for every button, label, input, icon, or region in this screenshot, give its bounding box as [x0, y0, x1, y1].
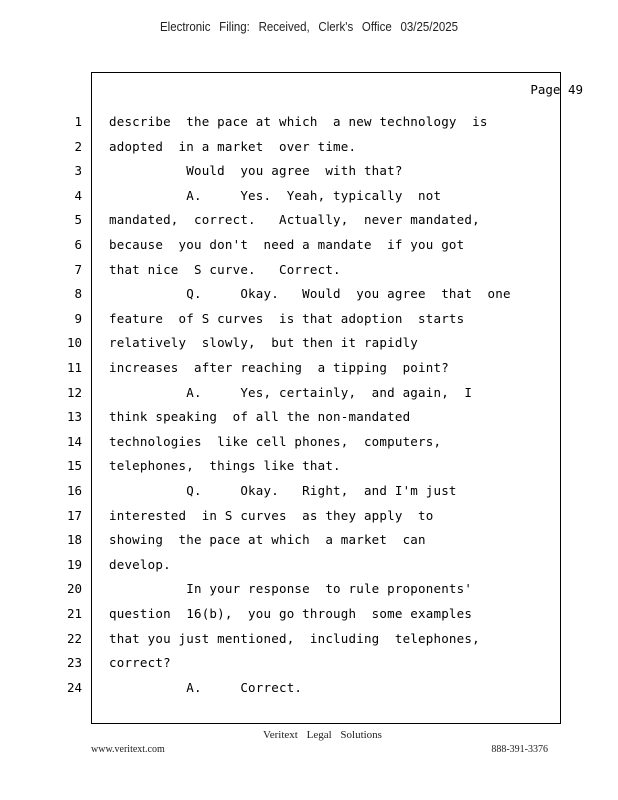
transcript-line: A. Correct.: [109, 680, 303, 695]
filing-stamp-header: Electronic Filing: Received, Clerk's Office 03/25/2025: [159, 20, 459, 34]
transcript-line: develop.: [109, 557, 171, 572]
transcript-line: mandated, correct. Actually, never mandated,: [109, 212, 480, 227]
line-number: 4: [74, 188, 82, 203]
transcript-line: that nice S curve. Correct.: [109, 262, 341, 277]
transcript-line: A. Yes. Yeah, typically not: [109, 188, 442, 203]
line-number: 6: [74, 237, 82, 252]
line-number: 19: [66, 557, 82, 572]
transcript-line: question 16(b), you go through some examples: [109, 606, 473, 621]
line-number: 5: [74, 212, 82, 227]
transcript-line: interested in S curves as they apply to: [109, 508, 434, 523]
line-number: 20: [66, 581, 82, 596]
line-number: 3: [74, 163, 82, 178]
line-number: 12: [66, 385, 82, 400]
line-number: 18: [66, 532, 82, 547]
transcript-line: increases after reaching a tipping point?: [109, 360, 449, 375]
line-number: 24: [66, 680, 82, 695]
line-number: 15: [66, 458, 82, 473]
line-number: 8: [74, 286, 82, 301]
transcript-line: that you just mentioned, including telephones,: [109, 631, 480, 646]
line-number: 22: [66, 631, 82, 646]
transcript-line: In your response to rule proponents': [109, 581, 473, 596]
line-number: 11: [66, 360, 82, 375]
transcript-line: describe the pace at which a new technology is: [109, 114, 488, 129]
transcript-line: telephones, things like that.: [109, 458, 341, 473]
transcript-line: relatively slowly, but then it rapidly: [109, 335, 419, 350]
line-number: 16: [66, 483, 82, 498]
transcript-line: showing the pace at which a market can: [109, 532, 426, 547]
line-number: 2: [74, 139, 82, 154]
line-number: 14: [66, 434, 82, 449]
transcript-line: because you don't need a mandate if you got: [109, 237, 465, 252]
transcript-line: Would you agree with that?: [109, 163, 403, 178]
transcript-line: feature of S curves is that adoption starts: [109, 311, 465, 326]
line-number: 9: [74, 311, 82, 326]
transcript-line: technologies like cell phones, computers,: [109, 434, 442, 449]
transcript-line: Q. Okay. Would you agree that one: [109, 286, 511, 301]
line-number: 1: [74, 114, 82, 129]
transcript-line: A. Yes, certainly, and again, I: [109, 385, 473, 400]
line-number: 17: [66, 508, 82, 523]
transcript-line: correct?: [109, 655, 171, 670]
footer-website: www.veritext.com: [91, 744, 165, 755]
transcript-line: adopted in a market over time.: [109, 139, 357, 154]
line-number: 13: [66, 409, 82, 424]
footer-phone: 888-391-3376: [491, 744, 548, 755]
line-number: 21: [66, 606, 82, 621]
transcript-line: think speaking of all the non-mandated: [109, 409, 411, 424]
page-number: Page 49: [530, 82, 583, 97]
line-number: 23: [66, 655, 82, 670]
line-number: 10: [66, 335, 82, 350]
line-number: 7: [74, 262, 82, 277]
footer-company: Veritext Legal Solutions: [263, 729, 382, 741]
transcript-line: Q. Okay. Right, and I'm just: [109, 483, 457, 498]
